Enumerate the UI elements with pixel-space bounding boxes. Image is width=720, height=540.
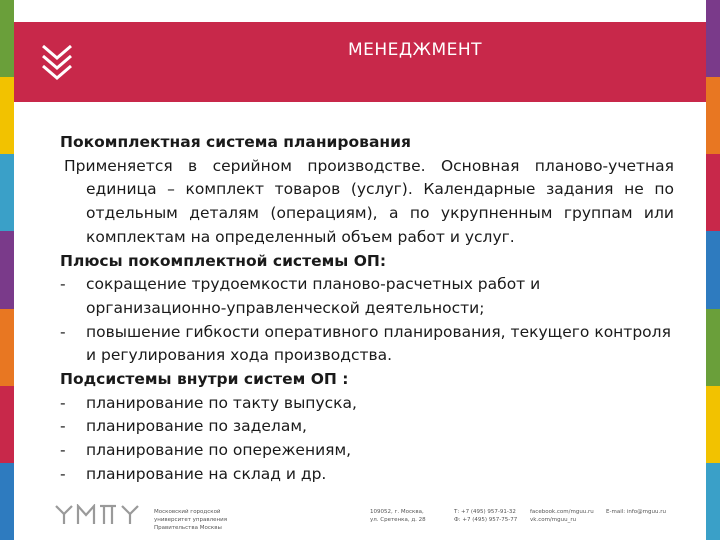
slide-title: МЕНЕДЖМЕНТ bbox=[347, 40, 483, 60]
list-item-text: планирование на склад и др. bbox=[86, 464, 327, 483]
color-stripe-segment bbox=[0, 309, 14, 387]
section-title-advantages: Плюсы покомплектной системы ОП: bbox=[60, 251, 387, 270]
footer-phone-line: Ф: +7 (495) 957-75-77 bbox=[454, 517, 518, 523]
color-stripe-segment bbox=[0, 231, 14, 309]
list-dash: - bbox=[60, 464, 66, 483]
footer-social-link[interactable]: vk.com/mguu_ru bbox=[530, 517, 577, 523]
right-color-stripe bbox=[706, 0, 720, 540]
complect-description-first-line: Применяется в серийном производстве. Основная планово-учетная bbox=[64, 156, 674, 175]
slide-footer bbox=[14, 498, 706, 540]
color-stripe-segment bbox=[706, 231, 720, 309]
list-item bbox=[60, 439, 674, 463]
list-item-text: сокращение трудоемкости планово-расчетных работ и организационно-управленческой деятельности; bbox=[86, 275, 541, 317]
list-item-text: планирование по опережениям, bbox=[86, 441, 352, 460]
list-item-text: планирование по заделам, bbox=[86, 417, 307, 436]
footer-org-line: университет управления bbox=[154, 517, 228, 523]
footer-organization bbox=[154, 508, 227, 532]
color-stripe-segment bbox=[0, 463, 14, 540]
color-stripe-segment bbox=[706, 386, 720, 464]
color-stripe-segment bbox=[706, 309, 720, 387]
list-item-text: повышение гибкости оперативного планирования, текущего контроля и регулирования хода производства. bbox=[86, 322, 671, 365]
color-stripe-segment bbox=[0, 0, 14, 78]
footer-phone bbox=[454, 508, 517, 524]
footer-address-line: 109052, г. Москва, bbox=[370, 509, 424, 515]
list-item-text: планирование по такту выпуска, bbox=[86, 393, 357, 412]
color-stripe-segment bbox=[706, 463, 720, 540]
color-stripe-segment bbox=[706, 0, 720, 78]
footer-email[interactable]: E-mail: info@mguu.ru bbox=[606, 509, 666, 515]
list-dash: - bbox=[60, 322, 66, 341]
list-item bbox=[60, 273, 674, 320]
list-item bbox=[60, 392, 674, 416]
color-stripe-segment bbox=[0, 386, 14, 464]
color-stripe-segment bbox=[706, 154, 720, 232]
footer-address-line: ул. Сретенка, д. 28 bbox=[370, 517, 426, 523]
slide-body bbox=[60, 131, 674, 487]
list-dash: - bbox=[60, 441, 66, 460]
color-stripe-segment bbox=[0, 154, 14, 232]
footer-social-link[interactable]: facebook.com/mguu.ru bbox=[530, 509, 594, 515]
complect-description bbox=[60, 155, 674, 250]
list-dash: - bbox=[60, 275, 66, 294]
list-item bbox=[60, 415, 674, 439]
list-dash: - bbox=[60, 393, 66, 412]
footer-phone-line: Т: +7 (495) 957-91-32 bbox=[454, 509, 516, 515]
section-title-subsystems: Подсистемы внутри систем ОП : bbox=[60, 370, 349, 389]
list-item bbox=[60, 321, 674, 368]
footer-address bbox=[370, 508, 426, 524]
section-title-complect: Покомплектная система планирования bbox=[60, 133, 411, 151]
slide-header bbox=[14, 22, 706, 102]
footer-org-line: Московский городской bbox=[154, 509, 221, 515]
list-item bbox=[60, 463, 674, 487]
color-stripe-segment bbox=[706, 77, 720, 155]
left-color-stripe bbox=[0, 0, 14, 540]
complect-description-rest: единица – комплект товаров (услуг). Календарные задания не по отдельным деталям (операциям), а по укрупненным группам или комплектам на определенный объем работ и услуг. bbox=[86, 180, 674, 246]
color-stripe-segment bbox=[0, 77, 14, 155]
list-dash: - bbox=[60, 417, 66, 436]
footer-social[interactable] bbox=[530, 508, 594, 524]
university-logo bbox=[54, 504, 154, 526]
footer-org-line: Правительства Москвы bbox=[154, 525, 222, 531]
